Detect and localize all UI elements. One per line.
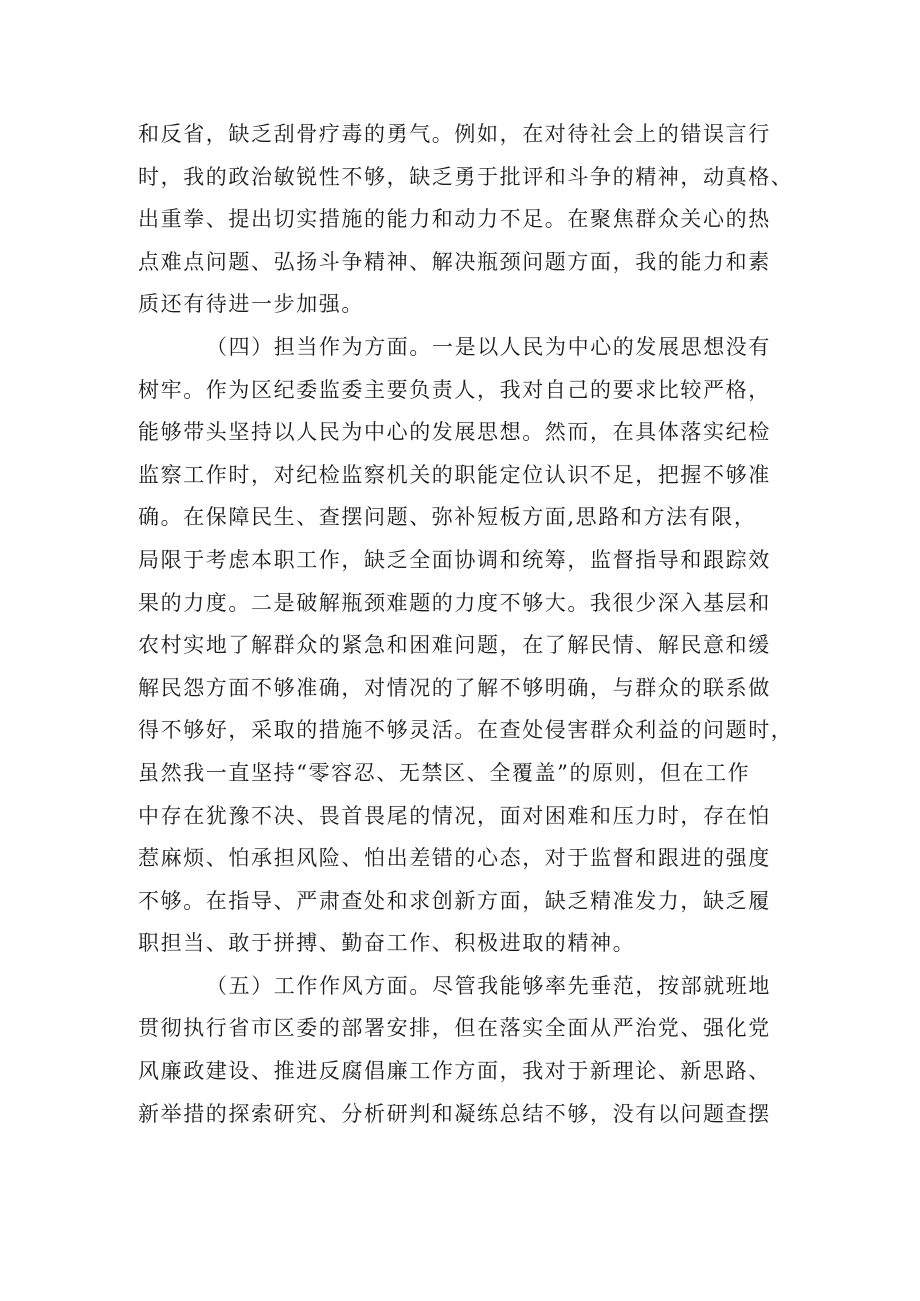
text-line: 能够带头坚持以人民为中心的发展思想。然而，在具体落实纪检: [138, 420, 771, 445]
text-line: 确。在保障民生、查摆问题、弥补短板方面,思路和方法有限，: [138, 505, 757, 530]
text-line: 局限于考虑本职工作，缺乏全面协调和统筹，监督指导和跟踪效: [138, 547, 771, 572]
text-line: 树牢。作为区纪委监委主要负责人，我对自己的要求比较严格，: [138, 377, 771, 402]
text-line: 虽然我一直坚持“零容忍、无禁区、全覆盖”的原则，但在工作: [138, 760, 751, 785]
text-line: 农村实地了解群众的紧急和困难问题，在了解民情、解民意和缓: [138, 633, 771, 658]
text-line: 果的力度。二是破解瓶颈难题的力度不够大。我很少深入基层和: [138, 590, 771, 615]
text-line: 贯彻执行省市区委的部署安排，但在落实全面从严治党、强化党: [138, 1016, 771, 1041]
section-heading-line: （四）担当作为方面。一是以人民为中心的发展思想没有: [206, 334, 771, 359]
text-line: 解民怨方面不够准确，对情况的了解不够明确，与群众的联系做: [138, 675, 771, 700]
text-line: 不够。在指导、严肃查处和求创新方面，缺乏精准发力，缺乏履: [138, 888, 771, 913]
section-heading-line: （五）工作作风方面。尽管我能够率先垂范，按部就班地: [206, 973, 771, 998]
text-line: 时，我的政治敏锐性不够，缺乏勇于批评和斗争的精神，动真格、: [138, 164, 794, 189]
text-line: 和反省，缺乏刮骨疗毒的勇气。例如，在对待社会上的错误言行: [138, 122, 771, 146]
text-line: 职担当、敢于拼搏、勤奋工作、积极进取的精神。: [138, 931, 636, 956]
text-line: 风廉政建设、推进反腐倡廉工作方面，我对于新理论、新思路、: [138, 1059, 771, 1084]
text-line: 质还有待进一步加强。: [138, 292, 364, 317]
text-line: 新举措的探索研究、分析研判和凝练总结不够，没有以问题查摆: [138, 1101, 771, 1126]
text-line: 中存在犹豫不决、畏首畏尾的情况，面对困难和压力时，存在怕: [138, 803, 771, 828]
text-line: 惹麻烦、怕承担风险、怕出差错的心态，对于监督和跟进的强度: [138, 846, 771, 871]
text-line: 得不够好，采取的措施不够灵活。在查处侵害群众利益的问题时，: [138, 718, 794, 743]
document-body: [138, 113, 798, 1135]
text-line: 点难点问题、弘扬斗争精神、解决瓶颈问题方面，我的能力和素: [138, 249, 771, 274]
text-line: 监察工作时，对纪检监察机关的职能定位认识不足，把握不够准: [138, 462, 771, 487]
text-line: 出重拳、提出切实措施的能力和动力不足。在聚焦群众关心的热: [138, 207, 771, 232]
